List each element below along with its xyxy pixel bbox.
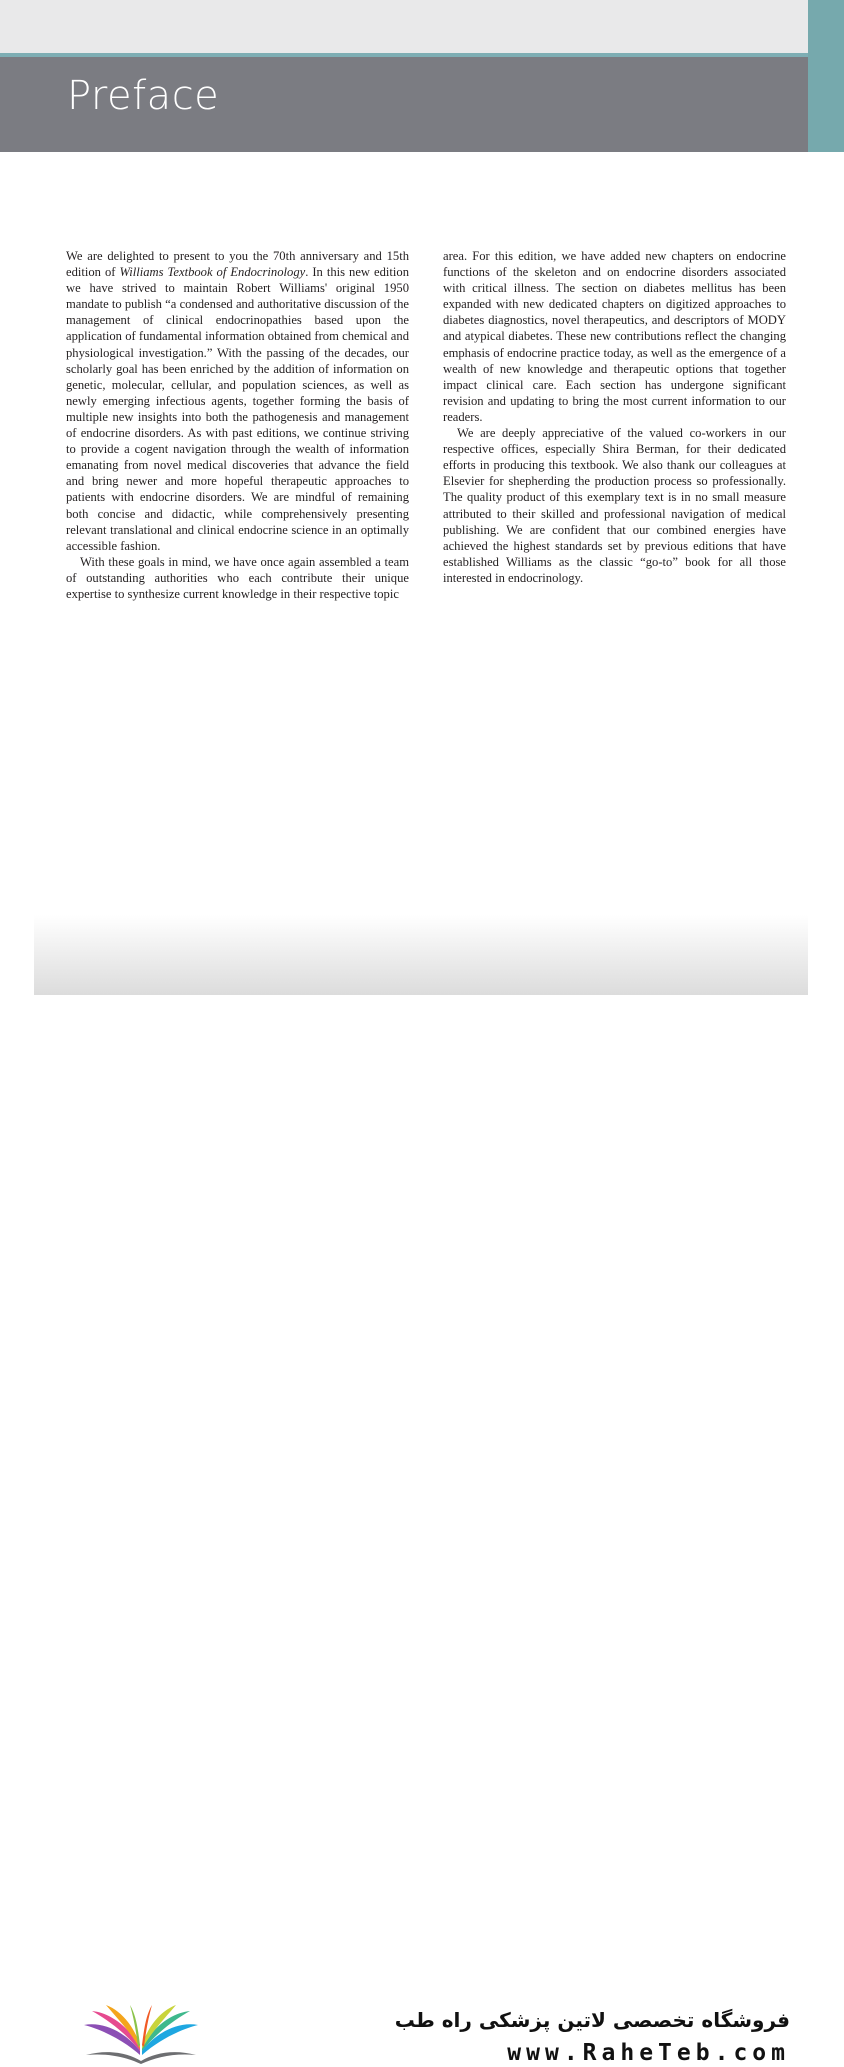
text-column-left (66, 248, 409, 602)
left-p1-rest: . In this new edition we have strived to maintain Robert Williams' original 1950 mandate to publish “a condensed and authoritative discussion of the management of clinical endocrinopathies based upon the application of fundamental information obtained from chemical and physiological investigation.” With the passing of the decades, our scholarly goal has been enriched by the addition of information on genetic, molecular, cellular, and population sciences, as well as newly emerging infectious agents, together forming the basis of multiple new insights into both the pathogenesis and management of endocrine disorders. As with past editions, we continue striving to provide a cogent navigation through the wealth of information emanating from novel medical discoveries that advance the field and bring newer and more hopeful therapeutic approaches to patients with endocrine disorders. We are mindful of remaining both concise and didactic, while comprehensively presenting relevant translational and clinical endocrine science in an optimally accessible fashion. (66, 265, 409, 553)
website-link[interactable]: www.RaheTeb.com (507, 2040, 790, 2066)
left-p1-lead: We are delighted to present to you the 70th anniversary and 15th edition of (66, 249, 409, 280)
header-teal-tab (808, 0, 844, 152)
store-name: فروشگاه تخصصی لاتین پزشکی راه طب (394, 2008, 790, 2032)
footer-banner (0, 995, 844, 2066)
page-title: Preface (67, 73, 220, 119)
open-book-rainbow-icon (78, 2003, 204, 2065)
footer-gradient (34, 915, 808, 995)
text-column-right (443, 248, 786, 586)
book-title-italic: Williams Textbook of Endocrinology (119, 265, 306, 280)
left-paragraph-2: With these goals in mind, we have once again assembled a team of outstanding authorities who each contribute their unique expertise to synthesize current knowledge in their respective topic (66, 554, 409, 601)
right-paragraph-2: We are deeply appreciative of the valued co-workers in our respective offices, especially Shira Berman, for their dedicated efforts in producing this textbook. We also thank our colleagues at Elsevier for shepherding the production process so professionally. The quality product of this exemplary text is in no small measure attributed to their skilled and professional navigation of medical publishing. We are confident that our combined energies have achieved the highest standards set by previous editions that have established Williams as the classic “go-to” book for all those interested in endocrinology. (443, 426, 786, 585)
right-paragraph-1: area. For this edition, we have added new chapters on endocrine functions of the skeleton and on endocrine disorders associated with critical illness. The section on diabetes mellitus has been expanded with new dedicated chapters on digitized approaches to diabetes diagnostics, novel therapeutics, and descriptors of MODY and atypical diabetes. These new contributions reflect the changing emphasis of endocrine practice today, as well as the emergence of a wealth of new knowledge and therapeutic options that together impact clinical care. Each section has undergone significant revision and updating to bring the most current information to our readers. (443, 249, 786, 424)
header-top-strip (0, 0, 808, 53)
left-paragraph-1 (66, 248, 409, 554)
